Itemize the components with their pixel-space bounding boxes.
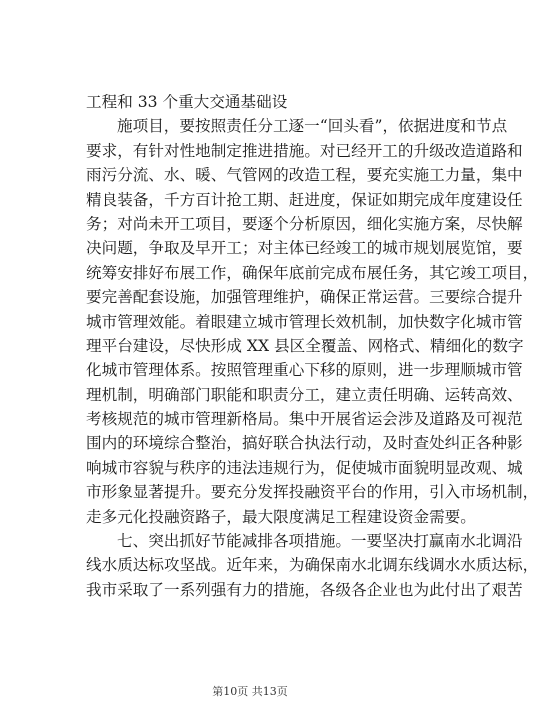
text-line: 七、突出抓好节能减排各项措施。一要坚决打赢南水北调沿	[117, 532, 523, 551]
text-line: 工程和 33 个重大交通基础设	[86, 93, 288, 111]
text-line: 市形象显著提升。要充分发挥投融资平台的作用，引入市场机制，	[86, 483, 538, 502]
text-line: 考核规范的城市管理新格局。集中开展省运会涉及道路及可视范	[86, 410, 523, 429]
text-line: 城市管理效能。着眼建立城市管理长效机制，加快数字化城市管	[86, 312, 523, 331]
text-line: 理机制，明确部门职能和职责分工，建立责任明确、运转高效、	[86, 385, 523, 404]
text-line: 要求，有针对性地制定推进措施。对已经开工的升级改造道路和	[86, 141, 523, 160]
text-line: 围内的环境综合整治，搞好联合执法行动，及时查处纠正各种影	[86, 434, 523, 453]
text-line: 化城市管理体系。按照管理重心下移的原则，进一步理顺城市管	[86, 361, 523, 380]
text-line: 走多元化投融资路子，最大限度满足工程建设资金需要。	[86, 507, 476, 526]
text-line: 我市采取了一系列强有力的措施，各级各企业也为此付出了艰苦	[86, 580, 523, 599]
body-text	[86, 90, 538, 602]
text-line: 要完善配套设施，加强管理维护，确保正常运营。三要综合提升	[86, 288, 523, 307]
text-line: 精良装备，千方百计抢工期、赶进度，保证如期完成年度建设任	[86, 190, 523, 209]
text-line: 理平台建设，尽快形成 XX 县区全覆盖、网格式、精细化的数字	[86, 336, 524, 355]
text-line: 务；对尚未开工项目，要逐个分析原因，细化实施方案，尽快解	[86, 214, 523, 233]
page-number-footer: 第10页 共13页	[212, 685, 288, 698]
text-line: 施项目，要按照责任分工逐一“回头看”，依据进度和节点	[117, 117, 508, 136]
text-line: 统筹安排好布展工作，确保年底前完成布展任务，其它竣工项目，	[86, 263, 538, 282]
text-line: 响城市容貌与秩序的违法违规行为，促使城市面貌明显改观、城	[86, 458, 523, 477]
text-line: 雨污分流、水、暖、气管网的改造工程，要充实施工力量，集中	[86, 166, 523, 185]
text-line: 线水质达标攻坚战。近年来，为确保南水北调东线调水水质达标，	[86, 556, 538, 575]
text-line: 决问题，争取及早开工；对主体已经竣工的城市规划展览馆，要	[86, 239, 523, 258]
